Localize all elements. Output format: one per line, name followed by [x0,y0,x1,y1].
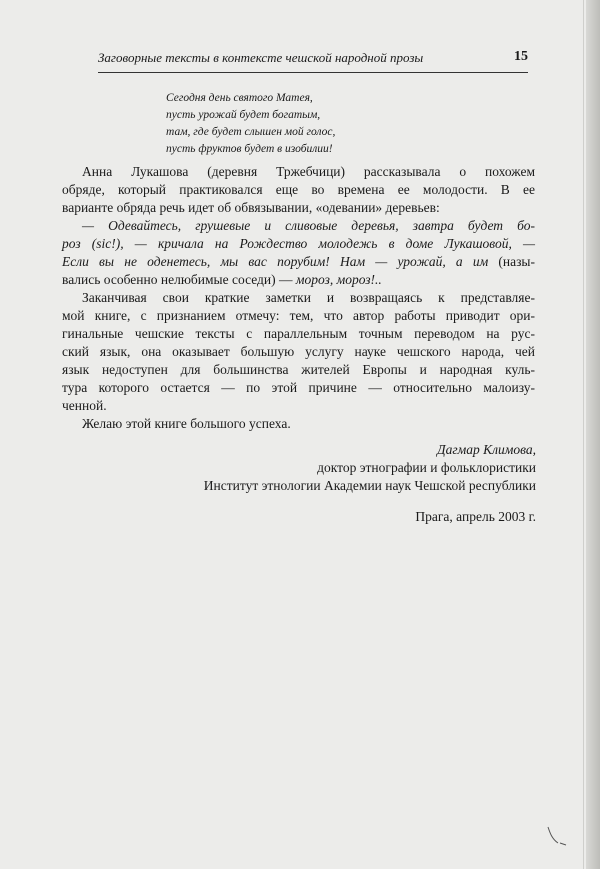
text-line: варианте обряда речь идет об обвязывании, «одевании» деревьев: [62,200,440,215]
text-line: Желаю этой книге большого успеха. [82,416,291,431]
running-header-title: Заговорные тексты в контексте чешской народной прозы [98,50,424,65]
signature-block [116,441,536,495]
verse-line: пусть урожай будет богатым, [166,109,321,121]
main-text [62,163,535,433]
text-line: роз (sic!), — кричала на Рождество молодежь в доме Лукашовой, — [62,236,535,251]
text-line: — Одевайтесь, грушевые и сливовые деревья, завтра будет бо- [82,218,535,233]
text-line: тура которого остается — по этой причине — относительно малоизу- [62,380,535,395]
verse-quote [166,90,426,158]
running-header [98,50,528,70]
text-fragment: (назы- [488,254,535,269]
text-fragment: Если вы не оденетесь, мы вас порубим! Нам — урожай, а им [62,254,489,269]
text-line [62,271,535,289]
text-line: ченной. [62,398,107,413]
text-line [62,235,535,253]
text-fragment: мороз, мороз!.. [295,272,382,287]
text-line: гинальные чешские тексты с параллельным точным переводом на рус- [62,326,535,341]
verse-line: Сегодня день святого Матея, [166,92,313,104]
header-rule [98,72,528,73]
verse-line: там, где будет слышен мой голос, [166,126,336,138]
author-title: доктор этнографии и фольклористики [317,460,536,475]
page-edge-shadow [583,0,584,869]
text-line: мой книге, с признанием отмечу: тем, что автор работы приводит ори- [62,308,535,323]
text-line: Заканчивая свои краткие заметки и возвращаясь к представляе- [82,290,535,305]
paragraph [62,163,535,217]
verse-line: пусть фруктов будет в изобилии! [166,143,333,155]
paragraph [62,217,535,289]
author-name: Дагмар Климова, [437,442,536,457]
book-page-edge [586,0,600,869]
text-line: обряде, который практиковался еще во времена ее молодости. В ее [62,182,535,197]
text-line: ский язык, она оказывает большую услугу науке чешского народа, чей [62,344,535,359]
text-fragment: вались особенно нелюбимые соседи) — [62,272,296,287]
page-corner-mark [542,821,572,851]
text-line [62,253,535,271]
place-date: Прага, апрель 2003 г. [415,509,536,524]
text-line: язык недоступен для большинства жителей Европы и народная куль- [62,362,535,377]
author-institute: Институт этнологии Академии наук Чешской республики [203,478,536,493]
page-number: 15 [514,49,528,64]
paragraph [62,289,535,415]
text-line: Анна Лукашова (деревня Тржебчици) рассказывала о похожем [82,164,535,179]
